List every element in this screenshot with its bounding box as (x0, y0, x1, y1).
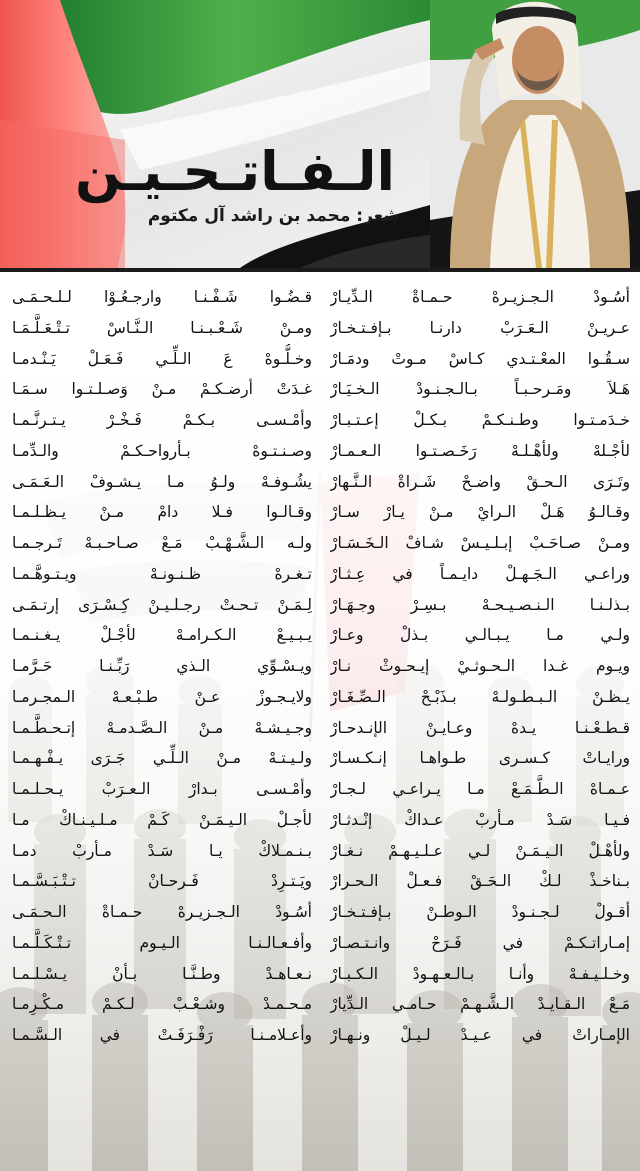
verse-line: ولأهْـلْ الـيـمَـنْ لـي عـلـيـهـمْ نـغـارْ (330, 841, 630, 860)
verse-line: ومـنْ صـاحَـبْ إبـلـيـسْ شـافْ الـخَـسَـارْ (330, 534, 630, 552)
verse-line: يـبـيـعْ الـكـرامـهْ لأجْـلْ يـغـنـمـا (12, 626, 312, 645)
verse-line: وتَـرَى الـحـقْ واضـحْ شَـراةْ الـنَّـهارْ (330, 472, 630, 491)
verse-line: مَـعْ الـقـايـدْ الـشَّـهـمْ حـامـي الـدِّيارْ (330, 995, 630, 1014)
verse-line: عـمـاهْ الـطَّـمَـعْ مـا يـراعـي لـجـارْ (330, 780, 630, 798)
verse-line: ولايـجـوزْ عـنْ طـبْـعـهْ الـمجـرمـا (12, 687, 312, 706)
verse-line: أقـولْ لـجـنـودْ الـوطـنْ بـإفـتـخـارْ (330, 903, 630, 921)
verse-line: يـظـنْ الـبـطـولـهْ بـذَبْـحْ الـصِّـغَـارْ (330, 687, 630, 706)
poem-column-right (330, 282, 630, 1051)
verse-line: نـعـاهـدْ وطـنَّـا بـأنْ يـسْـلـمـا (12, 964, 312, 983)
poem-column-left (12, 282, 312, 1051)
verse-line: وخـلـيـفـهْ وأنـا بـالـعـهـودْ الـكـبـارْ (330, 964, 630, 983)
verse-line: قـضُـوا شَـفْـنـا وارجـعُـوْا لـلـحـمَـى (12, 288, 312, 306)
verse-line: غـدَتْ أرضـكـمْ مـنْ وَصـلـتـوا سـمَـا (12, 380, 312, 399)
poem-body (0, 272, 640, 1171)
verse-line: وراعـي الـجَـهـلْ دايـمـاً في عِـثـارْ (330, 564, 630, 583)
verse-line: يشُـوفـهْ ولـوُ مـا يـشـوفْ الـعَـمَـى (12, 472, 312, 491)
verse-line: ولـه الـشَّـهْـبْ مَـعْ صـاحـبـهْ تَـرجـمـا (12, 534, 312, 552)
verse-line: إمـاراتـكـمْ في فَـرَحْ وانـتـصـارْ (330, 933, 630, 952)
verse-line: وقـالـوا فـلا دامْ مـنْ يـظـلـمـا (12, 503, 312, 522)
verse-line: تـغـرهْ ظـنـونـهْ ويـتـوهَّـمـا (12, 564, 312, 583)
poem-author: شعر: محمد بن راشد آل مكتوم (147, 206, 400, 226)
verse-line: أسُـودْ الـجـزيـرهْ حـمـاةْ الـدِّيـارْ (330, 288, 630, 306)
verse-line: ومـنْ شَـعْـبـنـا الـنَّـاسْ تـتْـعَـلَّـمَـا (12, 318, 312, 337)
verse-line: مـحـمـدْ وشـعْـبْ لـكـمْ مـكْـرِمـا (12, 995, 312, 1014)
verse-line: بـذلـنـا الـنـصـيـحـهْ بـسِـرْ وجـهَـارْ (330, 595, 630, 614)
verse-line: ويَـتـرِدْ فَـرحـانْ تـتْـبَـسَّـمـا (12, 872, 312, 891)
verse-line: ولـيـتـهْ مـنْ الـلِّـي جَـرَى يـفْـهـمـا (12, 749, 312, 768)
verse-line: وصـنـتـوهْ بـأرواحـكـمْ والـدِّمـا (12, 441, 312, 460)
verse-line: وخـلُّـوهْ عَ الـلِّـي فَـعَـلْ يَـنْـدمـا (12, 349, 312, 368)
verse-line: وأمْـسـى بـدارْ الـعـرَبْ يـحـلـمـا (12, 780, 312, 798)
verse-line: لأجـلْ الـيـمَـنْ كَـمْ مـلـيـنـاكْ مـا (12, 810, 312, 829)
verse-line: بـناخـذْ لـكْ الـحَـقْ فـعـلْ الـحـرارْ (330, 872, 630, 891)
verse-line: ويـوم غـدا الـحـوثـيْ إيـحـوثْ نـارْ (330, 657, 630, 675)
verse-line: قـطـعْـنـا يـدهْ وعـايـنْ الإنـدحـارْ (330, 718, 630, 737)
verse-line: وأفـعـالـنـا الـيـوم تـتْـكَـلَّـمـا (12, 933, 312, 952)
verse-line: سـقُـوا المعْـتـدي كـاسْ مـوتْ ودمَـارْ (330, 349, 630, 368)
poem-title: الـفـاتـحـيـن (74, 140, 396, 203)
saluting-figure-illustration (430, 0, 640, 268)
verse-line: ويـسْـوِّي الـذي رَبِّـنـا حَـرَّمـا (12, 657, 312, 675)
verse-line: هَـلاَ ومَـرحـبـاً بـالـجـنـودْ الـخـيَـارْ (330, 380, 630, 399)
verse-line: وجـيـشـهْ مـنْ الـصَّـدمـهْ إتـحـطَّـمـا (12, 718, 312, 737)
verse-line: وأمْـسـى بـكـمْ فَـخْـرْ يـتـرنَّـمـا (12, 411, 312, 429)
verse-line: الإمـاراتْ في عـيـدْ لـيـلْ ونـهـارْ (330, 1026, 630, 1044)
verse-line: عـريـنْ الـعَـرَبْ دارنـا بـإفـتـخـارْ (330, 318, 630, 337)
verse-line: خـدَمـتـوا وطـنـكـمْ بـكـلْ إعـتـبـارْ (330, 411, 630, 429)
verse-line: وأعـلامـنـا رَفْـرَفَـتْ في الـسَّـمـا (12, 1026, 312, 1044)
verse-line: بـنـمـلاكْ يـا سَـدْ مـأربْ دمـا (12, 841, 312, 860)
verse-line: ورايـاتْ كـسـرى طـواهـا إنـكـسـارْ (330, 749, 630, 768)
verse-line: لِـمَـنْ تـحـتْ رجـلـيـنْ كِـسْـرَى إرتـمَـى (12, 595, 312, 614)
header-banner (0, 0, 640, 268)
verse-line: فـيـا سَـدْ مـأربْ عـداكْ إنْـدثـارْ (330, 810, 630, 829)
verse-line: وقـالـوُ هَـلْ الـرايْ مـنْ يـارْ سـارْ (330, 503, 630, 522)
verse-line: ولـي مـا يـبـالـي بـذلْ وعـارْ (330, 626, 630, 645)
verse-line: أسُـودْ الـجـزيـرهْ حـمـاةْ الـحـمَـى (12, 903, 312, 921)
verse-line: لأجْـلهْ ولأهْـلـهْ رَخَـصـتـوا الـعـمـارْ (330, 441, 630, 460)
